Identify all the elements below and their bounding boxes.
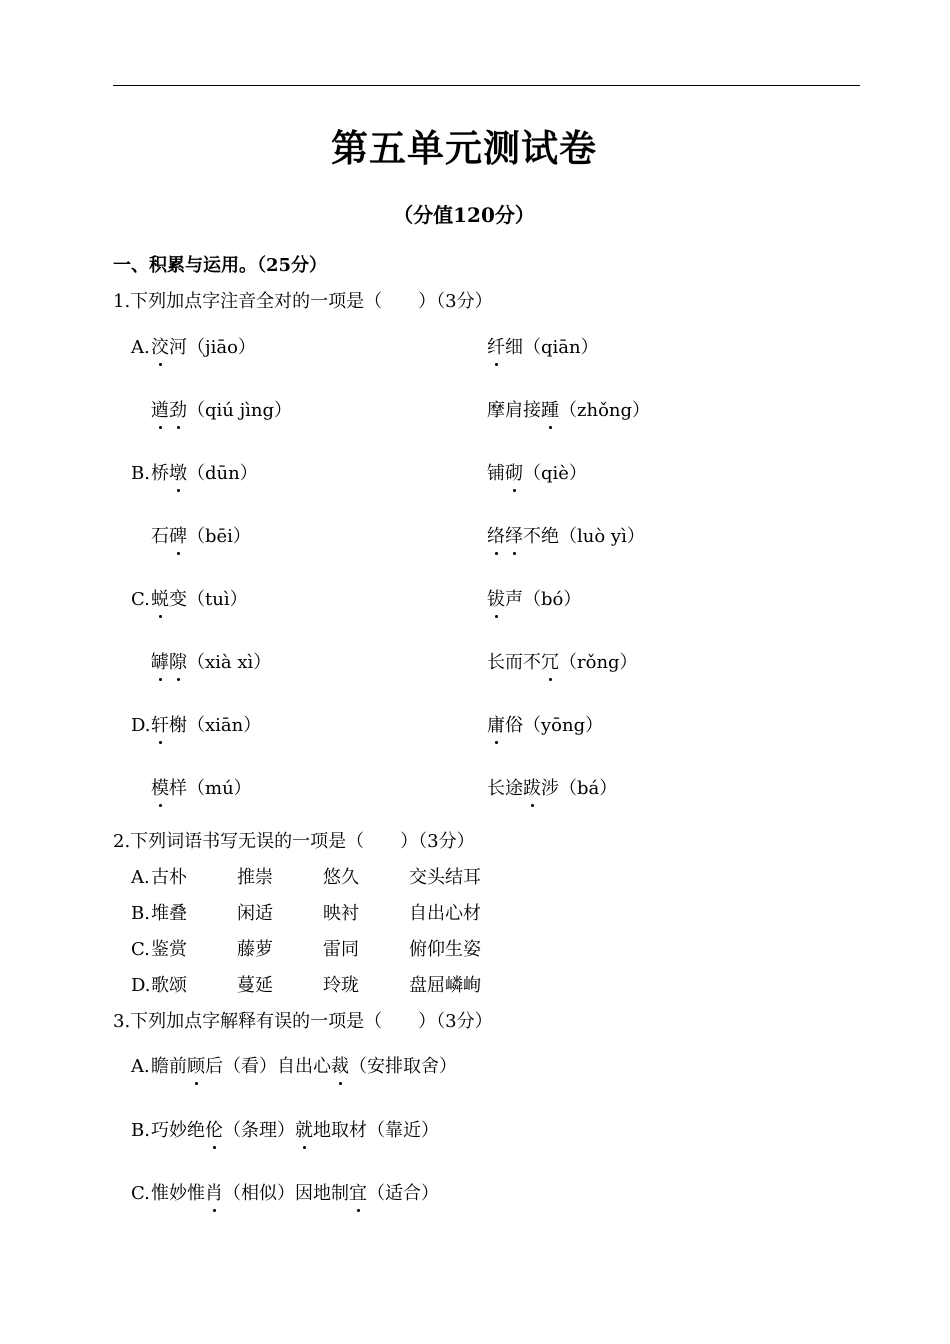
q3-stem: 3.下列加点字解释有误的一项是（ ）（3分） [113,1011,493,1032]
q1-option-b-word3: 石碑（bēi） [151,522,251,548]
q1-option-c-word4: 长而不冗（rǒng） [487,648,638,674]
q3-option-a: A.瞻前顾后（看）自出心裁（安排取舍） [131,1052,457,1078]
q2-option-b: B.堆叠 闲适 映衬 自出心材 [131,903,481,924]
header-rule [113,85,860,86]
q1-stem: 1.下列加点字注音全对的一项是（ ）（3分） [113,291,493,312]
q1-option-b-line1: B.桥墩（dūn） [131,459,258,485]
q1-option-a-word4: 摩肩接踵（zhǒng） [487,396,650,422]
q1-option-d-word3: 模样（mú） [151,774,252,800]
q1-option-c-word2: 钹声（bó） [487,585,581,611]
page-title: 第五单元测试卷 [331,126,597,170]
q1-option-c-word3: 罅隙（xià xì） [151,648,271,674]
q2-option-a: A.古朴 推崇 悠久 交头结耳 [131,867,481,888]
q1-option-a-word2: 纤细（qiān） [487,333,599,359]
q3-option-c: C.惟妙惟肖（相似）因地制宜（适合） [131,1179,439,1205]
q1-option-d-word2: 庸俗（yōng） [487,711,603,737]
q1-option-b-word2: 铺砌（qiè） [487,459,587,485]
q1-option-a-line1: A.洨河（jiāo） [131,333,256,359]
q3-option-b: B.巧妙绝伦（条理）就地取材（靠近） [131,1116,439,1142]
q1-option-c-line1: C.蜕变（tuì） [131,585,248,611]
q1-option-b-word4: 络绎不绝（luò yì） [487,522,645,548]
q2-option-d: D.歌颂 蔓延 玲珑 盘屈嶙峋 [131,975,481,996]
q1-option-d-word4: 长途跋涉（bá） [487,774,617,800]
section-heading: 一、积累与运用。（25分） [113,255,328,276]
q1-option-d-line1: D.轩榭（xiān） [131,711,261,737]
q2-stem: 2.下列词语书写无误的一项是（ ）（3分） [113,831,475,852]
q2-option-c: C.鉴赏 藤萝 雷同 俯仰生姿 [131,939,481,960]
page-subtitle: （分值120分） [393,203,535,227]
q1-option-a-word3: 遒劲（qiú jìng） [151,396,292,422]
